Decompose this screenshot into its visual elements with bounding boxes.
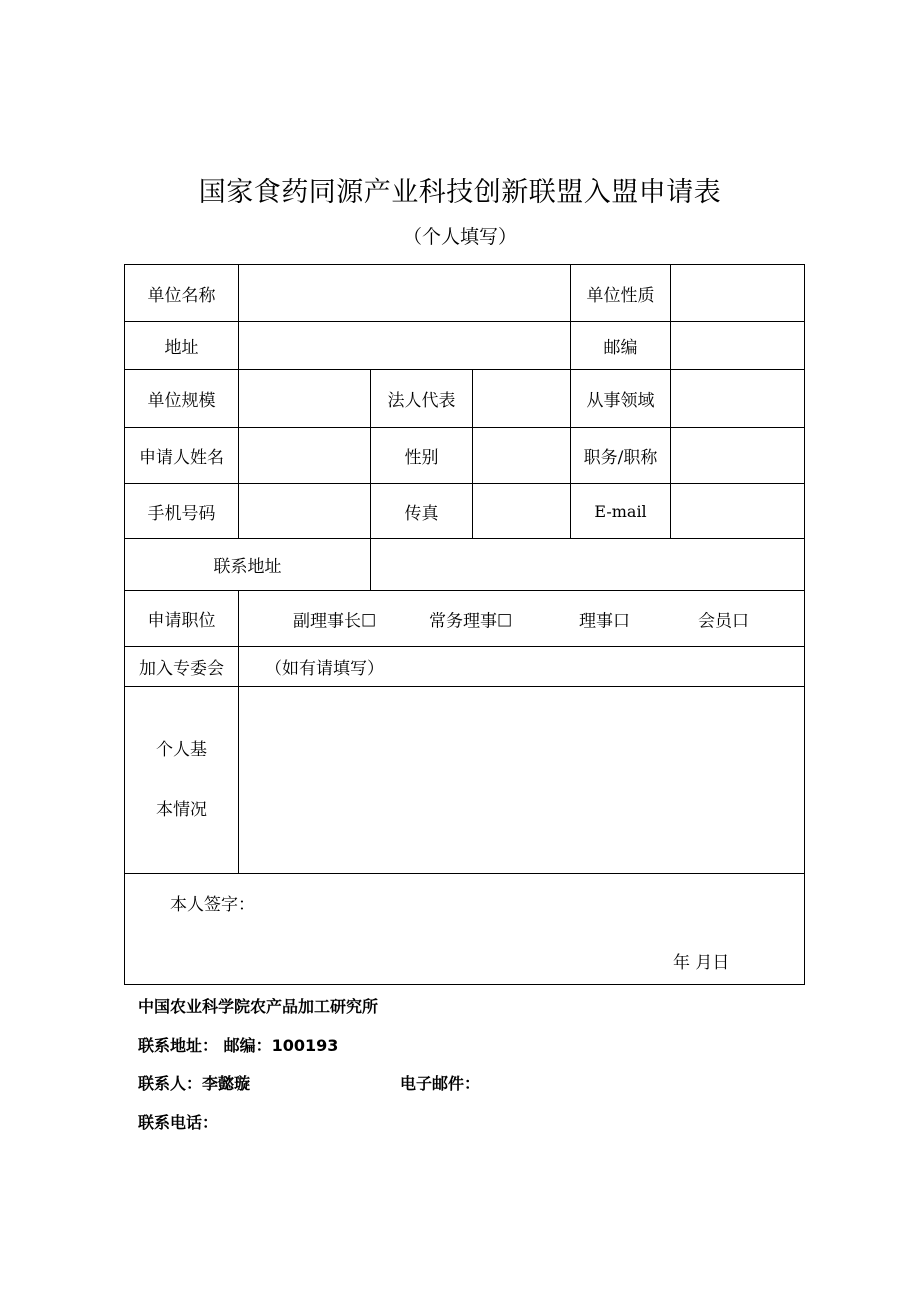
contact-address-field[interactable]	[371, 539, 805, 591]
bio-label-line1: 个人基	[156, 740, 207, 760]
date-label: 年 月日	[673, 953, 730, 973]
address-label: 地址	[125, 322, 239, 370]
position-option-vice-chair[interactable]: 副理事长☐	[293, 611, 377, 631]
unit-name-field[interactable]	[239, 265, 571, 322]
legal-rep-field[interactable]	[473, 370, 571, 428]
committee-label: 加入专委会	[125, 647, 239, 687]
page-title: 国家食药同源产业科技创新联盟入盟申请表	[198, 177, 722, 208]
address-field[interactable]	[239, 322, 571, 370]
postcode-label: 邮编	[571, 322, 671, 370]
job-title-field[interactable]	[671, 428, 805, 484]
signature-label: 本人签字：	[170, 895, 255, 915]
footer-org: 中国农业科学院农产品加工研究所	[138, 997, 379, 1016]
bio-field[interactable]	[239, 687, 805, 874]
fax-label: 传真	[371, 484, 473, 539]
unit-scale-field[interactable]	[239, 370, 371, 428]
gender-field[interactable]	[473, 428, 571, 484]
email-field[interactable]	[671, 484, 805, 539]
unit-scale-label: 单位规模	[125, 370, 239, 428]
unit-name-label: 单位名称	[125, 265, 239, 322]
job-title-label: 职务/职称	[571, 428, 671, 484]
unit-nature-label: 单位性质	[571, 265, 671, 322]
footer-email-label: 电子邮件：	[400, 1074, 481, 1093]
bio-label	[125, 687, 239, 874]
fax-field[interactable]	[473, 484, 571, 539]
postcode-field[interactable]	[671, 322, 805, 370]
mobile-label: 手机号码	[125, 484, 239, 539]
application-form	[124, 264, 805, 985]
position-option-member[interactable]: 会员口	[698, 611, 749, 631]
page-subtitle: （个人填写）	[402, 226, 517, 248]
position-options	[239, 591, 805, 647]
contact-address-label: 联系地址	[125, 539, 371, 591]
legal-rep-label: 法人代表	[371, 370, 473, 428]
footer-contact-person: 联系人：李懿璇	[138, 1074, 251, 1093]
field-field[interactable]	[671, 370, 805, 428]
position-label: 申请职位	[125, 591, 239, 647]
footer-address: 联系地址： 邮编：100193	[138, 1036, 339, 1055]
footer-phone-label: 联系电话：	[138, 1113, 219, 1132]
applicant-name-field[interactable]	[239, 428, 371, 484]
field-label: 从事领域	[571, 370, 671, 428]
email-label: E-mail	[571, 484, 671, 539]
applicant-name-label: 申请人姓名	[125, 428, 239, 484]
signature-cell[interactable]	[125, 874, 805, 985]
position-option-standing-director[interactable]: 常务理事☐	[429, 611, 513, 631]
position-option-director[interactable]: 理事口	[579, 611, 630, 631]
bio-label-line2: 本情况	[156, 800, 207, 820]
unit-nature-field[interactable]	[671, 265, 805, 322]
committee-field[interactable]: （如有请填写）	[239, 647, 805, 687]
gender-label: 性别	[371, 428, 473, 484]
mobile-field[interactable]	[239, 484, 371, 539]
